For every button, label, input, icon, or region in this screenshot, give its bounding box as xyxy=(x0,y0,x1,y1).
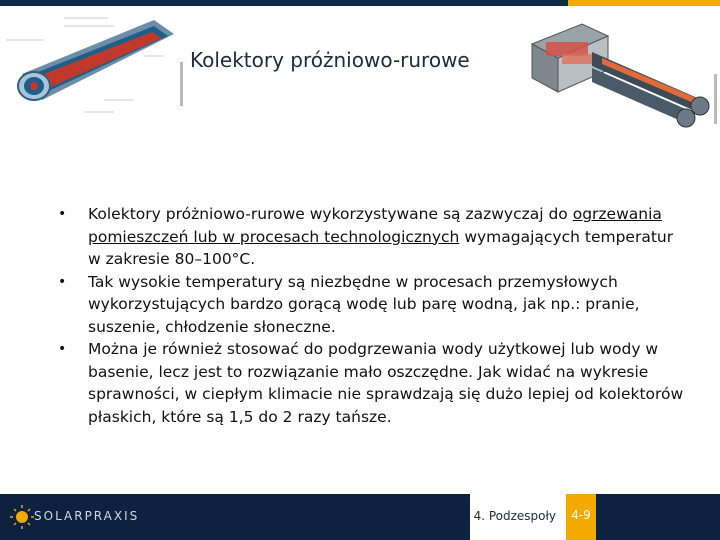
bullet-link-text[interactable]: ogrzewania pomieszczeń lub w procesach technologicznych xyxy=(88,205,662,246)
bullet-text: Kolektory próżniowo-rurowe wykorzystywane są zazwyczaj do xyxy=(88,205,573,223)
top-bar-accent xyxy=(568,0,720,6)
vacuum-tube-diagram-image xyxy=(4,12,190,122)
bullet-item xyxy=(58,271,690,339)
slide-title: Kolektory próżniowo-rurowe xyxy=(190,48,470,72)
section-label-box xyxy=(470,494,566,540)
bullet-dot: • xyxy=(58,206,67,222)
bullet-item xyxy=(58,338,690,428)
page-number: 4-9 xyxy=(571,508,591,522)
footer-bar xyxy=(0,494,720,540)
bullet-dot: • xyxy=(58,341,67,357)
collector-illustration-image xyxy=(512,14,720,132)
bullet-dot: • xyxy=(58,273,67,290)
bullet-text: wymagających temperatur w zakresie 80–100°C. xyxy=(88,227,674,268)
brand-name: SOLARPRAXIS xyxy=(34,509,140,523)
bullet-text: Można je również stosować do podgrzewania wody użytkowej lub wody w basenie, lecz jest to rozwiązanie mało oszczędne. Jak widać na wykresie sprawności, w ciepłym klimacie nie sprawdzają się dużo lepiej od kolektorów płaskich, które są 1,5 do 2 razy tańsze. xyxy=(88,340,684,426)
page-number-box xyxy=(566,494,596,540)
top-bar xyxy=(0,0,720,6)
bullet-list xyxy=(58,203,690,428)
section-label: 4. Podzespoły xyxy=(473,509,556,523)
bullet-item xyxy=(58,203,690,271)
bullet-text: Tak wysokie temperatury są niezbędne w procesach przemysłowych wykorzystujących bardzo gorącą wodę lub parę wodną, jak np.: pranie, suszenie, chłodzenie słoneczne. xyxy=(88,272,640,336)
